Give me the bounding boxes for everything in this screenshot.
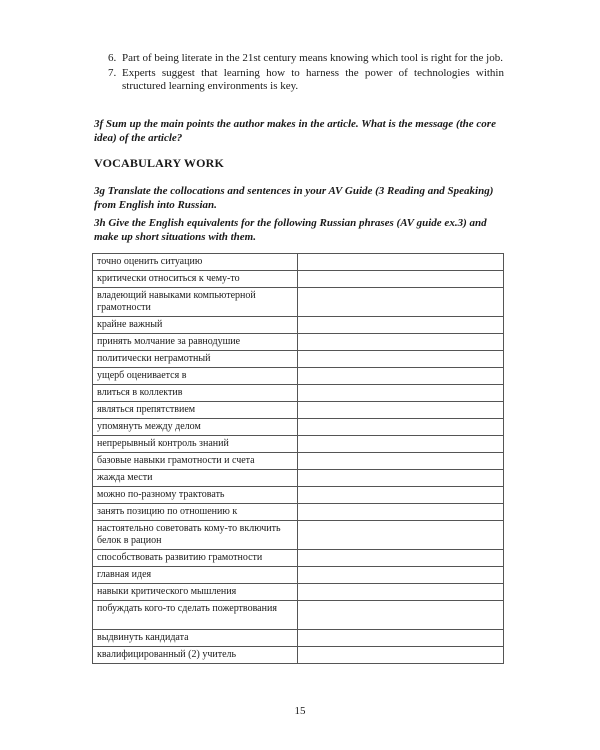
table-row: [93, 601, 504, 630]
english-equivalent-cell[interactable]: [298, 271, 504, 288]
table-row: [93, 647, 504, 664]
table-row: [93, 254, 504, 271]
english-equivalent-cell[interactable]: [298, 504, 504, 521]
english-equivalent-cell[interactable]: [298, 647, 504, 664]
page-number: 15: [294, 705, 306, 717]
task-3f: 3f Sum up the main points the author makes in the article. What is the message (the core idea) of the article?: [94, 118, 496, 144]
russian-phrase-cell: упомянуть между делом: [93, 419, 298, 436]
table-row: [93, 436, 504, 453]
table-row: [93, 334, 504, 351]
english-equivalent-cell[interactable]: [298, 453, 504, 470]
table-row: [93, 385, 504, 402]
russian-phrase-cell: владеющий навыками компьютерной грамотности: [93, 288, 298, 317]
russian-phrase-cell: способствовать развитию грамотности: [93, 550, 298, 567]
english-equivalent-cell[interactable]: [298, 470, 504, 487]
russian-phrase-cell: настоятельно советовать кому-то включить белок в рацион: [93, 521, 298, 550]
table-row: [93, 470, 504, 487]
list-item-text: Experts suggest that learning how to harness the power of technologies within structured learning environments is key.: [122, 67, 504, 92]
table-row: [93, 453, 504, 470]
russian-phrase-cell: базовые навыки грамотности и счета: [93, 453, 298, 470]
russian-phrase-cell: непрерывный контроль знаний: [93, 436, 298, 453]
russian-phrase-cell: критически относиться к чему-то: [93, 271, 298, 288]
english-equivalent-cell[interactable]: [298, 487, 504, 504]
task-3g: 3g Translate the collocations and sentences in your AV Guide (3 Reading and Speaking) from English into Russian.: [94, 185, 494, 211]
table-row: [93, 630, 504, 647]
task-3h: 3h Give the English equivalents for the following Russian phrases (AV guide ex.3) and make up short situations with them.: [94, 217, 487, 243]
table-row: [93, 504, 504, 521]
english-equivalent-cell[interactable]: [298, 402, 504, 419]
list-item: [94, 67, 504, 93]
table-row: [93, 351, 504, 368]
table-row: [93, 402, 504, 419]
english-equivalent-cell[interactable]: [298, 630, 504, 647]
table-row: [93, 288, 504, 317]
russian-phrase-cell: точно оценить ситуацию: [93, 254, 298, 271]
vocabulary-table: [92, 253, 504, 664]
list-item: [94, 52, 504, 65]
russian-phrase-cell: главная идея: [93, 567, 298, 584]
english-equivalent-cell[interactable]: [298, 567, 504, 584]
russian-phrase-cell: крайне важный: [93, 317, 298, 334]
list-item-text: Part of being literate in the 21st century means knowing which tool is right for the job.: [122, 52, 503, 64]
russian-phrase-cell: ущерб оценивается в: [93, 368, 298, 385]
english-equivalent-cell[interactable]: [298, 601, 504, 630]
numbered-list: [94, 52, 504, 95]
table-row: [93, 584, 504, 601]
table-row: [93, 271, 504, 288]
table-row: [93, 419, 504, 436]
russian-phrase-cell: занять позицию по отношению к: [93, 504, 298, 521]
russian-phrase-cell: побуждать кого-то сделать пожертвования: [93, 601, 298, 630]
table-row: [93, 550, 504, 567]
list-item-number: 7.: [108, 67, 117, 79]
english-equivalent-cell[interactable]: [298, 368, 504, 385]
russian-phrase-cell: навыки критического мышления: [93, 584, 298, 601]
russian-phrase-cell: можно по-разному трактовать: [93, 487, 298, 504]
table-row: [93, 567, 504, 584]
english-equivalent-cell[interactable]: [298, 351, 504, 368]
english-equivalent-cell[interactable]: [298, 550, 504, 567]
russian-phrase-cell: квалифицированный (2) учитель: [93, 647, 298, 664]
english-equivalent-cell[interactable]: [298, 436, 504, 453]
english-equivalent-cell[interactable]: [298, 254, 504, 271]
english-equivalent-cell[interactable]: [298, 334, 504, 351]
table-row: [93, 368, 504, 385]
russian-phrase-cell: политически неграмотный: [93, 351, 298, 368]
russian-phrase-cell: принять молчание за равнодушие: [93, 334, 298, 351]
english-equivalent-cell[interactable]: [298, 584, 504, 601]
english-equivalent-cell[interactable]: [298, 521, 504, 550]
section-heading: VOCABULARY WORK: [94, 156, 225, 170]
russian-phrase-cell: жажда мести: [93, 470, 298, 487]
russian-phrase-cell: являться препятствием: [93, 402, 298, 419]
english-equivalent-cell[interactable]: [298, 419, 504, 436]
table-row: [93, 521, 504, 550]
english-equivalent-cell[interactable]: [298, 317, 504, 334]
table-row: [93, 487, 504, 504]
english-equivalent-cell[interactable]: [298, 385, 504, 402]
english-equivalent-cell[interactable]: [298, 288, 504, 317]
table-row: [93, 317, 504, 334]
russian-phrase-cell: выдвинуть кандидата: [93, 630, 298, 647]
russian-phrase-cell: влиться в коллектив: [93, 385, 298, 402]
list-item-number: 6.: [108, 52, 117, 64]
